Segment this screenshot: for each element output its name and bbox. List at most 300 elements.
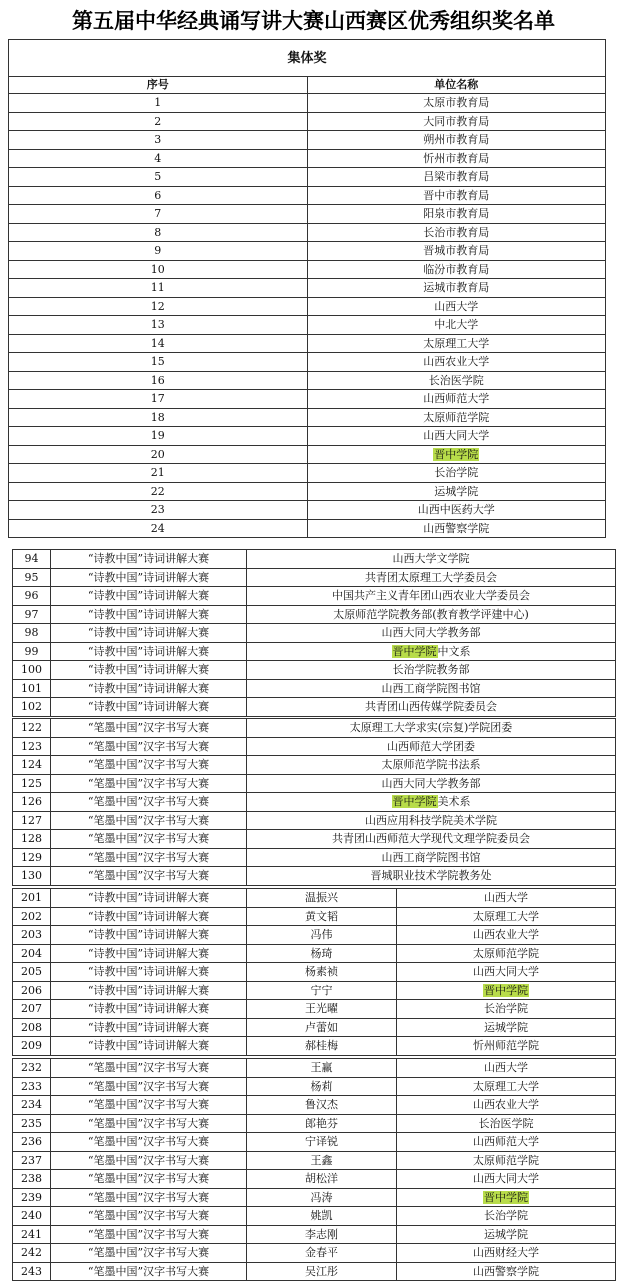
contest-type: “笔墨中国”汉字书写大赛 bbox=[51, 1059, 247, 1078]
row-number: 123 bbox=[13, 737, 51, 756]
table-row bbox=[13, 1262, 616, 1281]
table-row bbox=[13, 550, 616, 569]
row-number: 19 bbox=[9, 427, 308, 446]
unit-cell bbox=[247, 568, 616, 587]
unit-cell bbox=[307, 353, 606, 372]
unit-cell bbox=[397, 1133, 616, 1152]
unit-text: 长治学院教务部 bbox=[392, 663, 470, 676]
table-row bbox=[13, 1188, 616, 1207]
unit-cell bbox=[397, 1059, 616, 1078]
contest-type: “诗教中国”诗词讲解大赛 bbox=[51, 926, 247, 945]
unit-cell bbox=[307, 427, 606, 446]
table-row bbox=[9, 501, 606, 520]
unit-cell bbox=[397, 1188, 616, 1207]
unit-text: 山西大同大学 bbox=[473, 965, 539, 978]
contest-type: “诗教中国”诗词讲解大赛 bbox=[51, 642, 247, 661]
unit-text: 晋城职业技术学院教务处 bbox=[370, 869, 492, 882]
table-row bbox=[13, 1133, 616, 1152]
contest-type: “诗教中国”诗词讲解大赛 bbox=[51, 981, 247, 1000]
unit-cell bbox=[307, 297, 606, 316]
unit-cell bbox=[247, 719, 616, 738]
person-name: 黄文韬 bbox=[247, 907, 397, 926]
unit-cell bbox=[397, 1170, 616, 1189]
highlighted-unit: 晋中学院 bbox=[484, 1190, 528, 1204]
unit-cell bbox=[397, 1244, 616, 1263]
table-row bbox=[13, 698, 616, 717]
unit-cell bbox=[307, 168, 606, 187]
table-row bbox=[13, 963, 616, 982]
person-name: 卢蕾如 bbox=[247, 1018, 397, 1037]
contest-type: “笔墨中国”汉字书写大赛 bbox=[51, 1133, 247, 1152]
unit-cell bbox=[397, 1114, 616, 1133]
unit-cell bbox=[307, 464, 606, 483]
unit-text: 忻州师范学院 bbox=[473, 1039, 539, 1052]
table-row bbox=[9, 390, 606, 409]
contest-type: “笔墨中国”汉字书写大赛 bbox=[51, 793, 247, 812]
unit-text: 共青团太原理工大学委员会 bbox=[365, 570, 497, 584]
row-number: 203 bbox=[13, 926, 51, 945]
unit-text: 太原师范学院教务部(教育教学评建中心) bbox=[333, 607, 529, 621]
unit-cell bbox=[307, 390, 606, 409]
table-row bbox=[9, 149, 606, 168]
row-number: 126 bbox=[13, 793, 51, 812]
unit-cell bbox=[307, 205, 606, 224]
row-number: 99 bbox=[13, 642, 51, 661]
unit-cell bbox=[247, 793, 616, 812]
contest-type: “笔墨中国”汉字书写大赛 bbox=[51, 830, 247, 849]
unit-text: 中北大学 bbox=[434, 318, 479, 331]
contest-type: “诗教中国”诗词讲解大赛 bbox=[51, 1037, 247, 1056]
unit-cell bbox=[397, 1096, 616, 1115]
unit-cell bbox=[247, 605, 616, 624]
unit-text: 晋城市教育局 bbox=[423, 244, 490, 257]
table-row bbox=[13, 1096, 616, 1115]
row-number: 14 bbox=[9, 334, 308, 353]
unit-text: 太原理工大学求实(宗复)学院团委 bbox=[349, 721, 513, 734]
person-name: 金春平 bbox=[247, 1244, 397, 1263]
row-number: 129 bbox=[13, 848, 51, 867]
person-name: 杨琦 bbox=[247, 944, 397, 963]
row-number: 17 bbox=[9, 390, 308, 409]
table-row bbox=[13, 1018, 616, 1037]
table-row bbox=[9, 131, 606, 150]
table-row bbox=[13, 1000, 616, 1019]
row-number: 234 bbox=[13, 1096, 51, 1115]
unit-cell bbox=[247, 867, 616, 886]
table-row bbox=[9, 334, 606, 353]
table-row bbox=[13, 811, 616, 830]
unit-text: 山西师范大学团委 bbox=[387, 739, 475, 753]
unit-text: 吕梁市教育局 bbox=[423, 170, 490, 183]
unit-text: 山西农业大学 bbox=[473, 1098, 539, 1111]
row-number: 127 bbox=[13, 811, 51, 830]
unit-text: 共青团山西传媒学院委员会 bbox=[365, 700, 497, 713]
contest-type: “诗教中国”诗词讲解大赛 bbox=[51, 624, 247, 643]
unit-text: 山西农业大学 bbox=[473, 928, 539, 941]
unit-text: 朔州市教育局 bbox=[423, 133, 490, 146]
row-number: 209 bbox=[13, 1037, 51, 1056]
row-number: 5 bbox=[9, 168, 308, 187]
unit-text: 山西中医药大学 bbox=[417, 503, 495, 516]
contest-type: “笔墨中国”汉字书写大赛 bbox=[51, 1114, 247, 1133]
table-row bbox=[9, 371, 606, 390]
unit-cell bbox=[307, 316, 606, 335]
unit-text: 阳泉市教育局 bbox=[423, 207, 490, 220]
unit-text: 山西警察学院 bbox=[473, 1264, 539, 1278]
row-number: 243 bbox=[13, 1262, 51, 1281]
table-row bbox=[9, 223, 606, 242]
row-number: 125 bbox=[13, 774, 51, 793]
unit-text: 太原理工大学 bbox=[473, 909, 539, 923]
unit-cell bbox=[307, 334, 606, 353]
table-row bbox=[9, 186, 606, 205]
unit-cell bbox=[307, 371, 606, 390]
table-row bbox=[13, 1059, 616, 1078]
row-number: 206 bbox=[13, 981, 51, 1000]
unit-cell bbox=[397, 1037, 616, 1056]
unit-text: 山西大学 bbox=[484, 891, 528, 904]
row-number: 239 bbox=[13, 1188, 51, 1207]
table-row bbox=[13, 642, 616, 661]
table-row bbox=[9, 260, 606, 279]
person-name: 冯涛 bbox=[247, 1188, 397, 1207]
person-name: 吴江彤 bbox=[247, 1262, 397, 1281]
table-row bbox=[13, 568, 616, 587]
unit-cell bbox=[307, 482, 606, 501]
row-number: 95 bbox=[13, 568, 51, 587]
table-row bbox=[9, 94, 606, 113]
unit-cell bbox=[397, 889, 616, 908]
table-row bbox=[13, 889, 616, 908]
table-row bbox=[13, 679, 616, 698]
row-number: 20 bbox=[9, 445, 308, 464]
contest-type: “诗教中国”诗词讲解大赛 bbox=[51, 679, 247, 698]
unit-cell bbox=[247, 830, 616, 849]
contest-type: “诗教中国”诗词讲解大赛 bbox=[51, 1018, 247, 1037]
unit-text: 山西师范大学 bbox=[423, 392, 490, 405]
contest-type: “笔墨中国”汉字书写大赛 bbox=[51, 848, 247, 867]
table-row bbox=[13, 1207, 616, 1226]
unit-cell bbox=[397, 1018, 616, 1037]
unit-text: 运城学院 bbox=[434, 484, 479, 498]
contest-type: “诗教中国”诗词讲解大赛 bbox=[51, 587, 247, 606]
unit-cell bbox=[307, 501, 606, 520]
unit-cell bbox=[307, 408, 606, 427]
row-number: 201 bbox=[13, 889, 51, 908]
unit-text: 山西财经大学 bbox=[473, 1246, 539, 1259]
row-number: 130 bbox=[13, 867, 51, 886]
row-number: 235 bbox=[13, 1114, 51, 1133]
unit-text: 运城学院 bbox=[484, 1020, 528, 1034]
row-number: 240 bbox=[13, 1207, 51, 1226]
table-row bbox=[13, 737, 616, 756]
row-number: 100 bbox=[13, 661, 51, 680]
table-row bbox=[13, 1244, 616, 1263]
highlighted-unit: 晋中学院 bbox=[434, 447, 479, 461]
unit-text: 临汾市教育局 bbox=[423, 262, 490, 276]
row-number: 238 bbox=[13, 1170, 51, 1189]
table-row bbox=[9, 408, 606, 427]
row-number: 18 bbox=[9, 408, 308, 427]
table-row bbox=[9, 205, 606, 224]
table-row bbox=[9, 482, 606, 501]
row-number: 22 bbox=[9, 482, 308, 501]
row-number: 236 bbox=[13, 1133, 51, 1152]
table-row bbox=[13, 1170, 616, 1189]
unit-text: 山西工商学院图书馆 bbox=[381, 681, 481, 695]
row-number: 241 bbox=[13, 1225, 51, 1244]
unit-text: 长治学院 bbox=[484, 1002, 528, 1015]
table-row bbox=[9, 112, 606, 131]
unit-text: 中文系 bbox=[437, 644, 471, 658]
unit-text: 山西工商学院图书馆 bbox=[381, 850, 481, 864]
unit-text: 山西大同大学 bbox=[423, 429, 490, 442]
row-number: 23 bbox=[9, 501, 308, 520]
contest-type: “笔墨中国”汉字书写大赛 bbox=[51, 1151, 247, 1170]
unit-cell bbox=[397, 963, 616, 982]
row-number: 97 bbox=[13, 605, 51, 624]
unit-text: 忻州市教育局 bbox=[423, 151, 490, 165]
contest-type: “诗教中国”诗词讲解大赛 bbox=[51, 605, 247, 624]
col-unit-header: 单位名称 bbox=[307, 77, 606, 94]
table-row bbox=[9, 316, 606, 335]
unit-text: 山西大同大学教务部 bbox=[381, 626, 481, 639]
row-number: 94 bbox=[13, 550, 51, 569]
column-header-row bbox=[9, 77, 606, 94]
person-name: 冯伟 bbox=[247, 926, 397, 945]
contest-type: “诗教中国”诗词讲解大赛 bbox=[51, 550, 247, 569]
poetry-org-table bbox=[12, 549, 616, 717]
unit-cell bbox=[307, 260, 606, 279]
row-number: 233 bbox=[13, 1077, 51, 1096]
person-name: 宁宁 bbox=[247, 981, 397, 1000]
row-number: 207 bbox=[13, 1000, 51, 1019]
unit-text: 山西大学 bbox=[484, 1061, 528, 1074]
row-number: 3 bbox=[9, 131, 308, 150]
contest-type: “笔墨中国”汉字书写大赛 bbox=[51, 811, 247, 830]
row-number: 232 bbox=[13, 1059, 51, 1078]
row-number: 4 bbox=[9, 149, 308, 168]
person-name: 温振兴 bbox=[247, 889, 397, 908]
table-row bbox=[13, 944, 616, 963]
contest-type: “笔墨中国”汉字书写大赛 bbox=[51, 1188, 247, 1207]
row-number: 208 bbox=[13, 1018, 51, 1037]
row-number: 202 bbox=[13, 907, 51, 926]
unit-cell bbox=[307, 279, 606, 298]
row-number: 1 bbox=[9, 94, 308, 113]
table-row bbox=[9, 353, 606, 372]
table-row bbox=[13, 624, 616, 643]
unit-cell bbox=[307, 186, 606, 205]
person-name: 杨素祯 bbox=[247, 963, 397, 982]
contest-type: “诗教中国”诗词讲解大赛 bbox=[51, 568, 247, 587]
row-number: 16 bbox=[9, 371, 308, 390]
calligraphy-individual-table bbox=[12, 1058, 616, 1281]
unit-text: 大同市教育局 bbox=[423, 114, 490, 128]
unit-cell bbox=[307, 149, 606, 168]
unit-text: 山西大学 bbox=[434, 299, 479, 313]
row-number: 7 bbox=[9, 205, 308, 224]
contest-type: “诗教中国”诗词讲解大赛 bbox=[51, 698, 247, 717]
table-row bbox=[13, 926, 616, 945]
contest-type: “笔墨中国”汉字书写大赛 bbox=[51, 1225, 247, 1244]
row-number: 122 bbox=[13, 719, 51, 738]
contest-type: “笔墨中国”汉字书写大赛 bbox=[51, 867, 247, 886]
col-num-header: 序号 bbox=[9, 77, 308, 94]
table-row bbox=[13, 1037, 616, 1056]
unit-text: 长治市教育局 bbox=[423, 225, 490, 239]
contest-type: “诗教中国”诗词讲解大赛 bbox=[51, 1000, 247, 1019]
row-number: 2 bbox=[9, 112, 308, 131]
contest-type: “笔墨中国”汉字书写大赛 bbox=[51, 1096, 247, 1115]
row-number: 128 bbox=[13, 830, 51, 849]
unit-text: 美术系 bbox=[437, 795, 471, 808]
table-row bbox=[13, 605, 616, 624]
unit-cell bbox=[247, 679, 616, 698]
unit-cell bbox=[397, 926, 616, 945]
unit-text: 长治医学院 bbox=[428, 373, 484, 387]
highlighted-unit: 晋中学院 bbox=[484, 983, 528, 997]
table-row bbox=[9, 445, 606, 464]
person-name: 郎艳芬 bbox=[247, 1114, 397, 1133]
row-number: 205 bbox=[13, 963, 51, 982]
highlighted-unit: 晋中学院 bbox=[392, 644, 437, 658]
unit-cell bbox=[397, 1225, 616, 1244]
section-header: 集体奖 bbox=[9, 40, 606, 77]
unit-cell bbox=[397, 981, 616, 1000]
unit-cell bbox=[247, 848, 616, 867]
unit-text: 共青团山西师范大学现代文理学院委员会 bbox=[332, 832, 530, 845]
row-number: 237 bbox=[13, 1151, 51, 1170]
table-row bbox=[9, 168, 606, 187]
unit-text: 太原师范学院书法系 bbox=[381, 758, 481, 771]
unit-cell bbox=[307, 519, 606, 538]
table-row bbox=[13, 1225, 616, 1244]
contest-type: “诗教中国”诗词讲解大赛 bbox=[51, 944, 247, 963]
table-header-row bbox=[9, 40, 606, 77]
row-number: 11 bbox=[9, 279, 308, 298]
table-row bbox=[9, 427, 606, 446]
row-number: 8 bbox=[9, 223, 308, 242]
unit-cell bbox=[307, 242, 606, 261]
unit-cell bbox=[247, 550, 616, 569]
unit-cell bbox=[247, 774, 616, 793]
contest-type: “笔墨中国”汉字书写大赛 bbox=[51, 1262, 247, 1281]
contest-type: “诗教中国”诗词讲解大赛 bbox=[51, 907, 247, 926]
person-name: 宁译锐 bbox=[247, 1133, 397, 1152]
unit-cell bbox=[307, 223, 606, 242]
unit-cell bbox=[307, 131, 606, 150]
unit-text: 山西农业大学 bbox=[423, 355, 490, 368]
person-name: 王鑫 bbox=[247, 1151, 397, 1170]
unit-text: 长治学院 bbox=[484, 1209, 528, 1222]
person-name: 李志刚 bbox=[247, 1225, 397, 1244]
row-number: 102 bbox=[13, 698, 51, 717]
contest-type: “笔墨中国”汉字书写大赛 bbox=[51, 756, 247, 775]
table-row bbox=[13, 719, 616, 738]
table-row bbox=[9, 279, 606, 298]
row-number: 13 bbox=[9, 316, 308, 335]
row-number: 124 bbox=[13, 756, 51, 775]
contest-type: “笔墨中国”汉字书写大赛 bbox=[51, 1207, 247, 1226]
unit-text: 中国共产主义青年团山西农业大学委员会 bbox=[332, 589, 530, 602]
unit-cell bbox=[247, 698, 616, 717]
row-number: 242 bbox=[13, 1244, 51, 1263]
unit-text: 山西警察学院 bbox=[423, 521, 490, 535]
unit-text: 山西师范大学 bbox=[473, 1135, 539, 1148]
unit-text: 太原理工大学 bbox=[423, 336, 490, 350]
unit-cell bbox=[397, 1207, 616, 1226]
person-name: 姚凯 bbox=[247, 1207, 397, 1226]
collective-award-table bbox=[8, 39, 606, 538]
table-row bbox=[13, 1151, 616, 1170]
unit-cell bbox=[307, 112, 606, 131]
contest-type: “诗教中国”诗词讲解大赛 bbox=[51, 889, 247, 908]
contest-type: “笔墨中国”汉字书写大赛 bbox=[51, 1244, 247, 1263]
row-number: 9 bbox=[9, 242, 308, 261]
table-row bbox=[13, 830, 616, 849]
unit-cell bbox=[307, 445, 606, 464]
unit-text: 太原师范学院 bbox=[473, 1153, 539, 1167]
contest-type: “诗教中国”诗词讲解大赛 bbox=[51, 963, 247, 982]
unit-text: 长治医学院 bbox=[478, 1116, 534, 1130]
row-number: 101 bbox=[13, 679, 51, 698]
unit-cell bbox=[247, 587, 616, 606]
row-number: 96 bbox=[13, 587, 51, 606]
unit-text: 运城市教育局 bbox=[423, 281, 490, 294]
calligraphy-org-table bbox=[12, 718, 616, 886]
table-row bbox=[13, 661, 616, 680]
unit-cell bbox=[247, 811, 616, 830]
contest-type: “笔墨中国”汉字书写大赛 bbox=[51, 1077, 247, 1096]
table-row bbox=[13, 1077, 616, 1096]
person-name: 鲁汉杰 bbox=[247, 1096, 397, 1115]
row-number: 6 bbox=[9, 186, 308, 205]
table-row bbox=[13, 867, 616, 886]
highlighted-unit: 晋中学院 bbox=[392, 795, 437, 808]
table-row bbox=[13, 774, 616, 793]
unit-cell bbox=[307, 94, 606, 113]
unit-cell bbox=[397, 907, 616, 926]
unit-text: 太原师范学院 bbox=[423, 410, 490, 424]
contest-type: “笔墨中国”汉字书写大赛 bbox=[51, 774, 247, 793]
table-row bbox=[9, 464, 606, 483]
unit-cell bbox=[397, 944, 616, 963]
unit-text: 长治学院 bbox=[434, 466, 479, 479]
contest-type: “诗教中国”诗词讲解大赛 bbox=[51, 661, 247, 680]
unit-text: 山西应用科技学院美术学院 bbox=[365, 813, 497, 827]
unit-cell bbox=[247, 624, 616, 643]
unit-cell bbox=[247, 756, 616, 775]
person-name: 胡松洋 bbox=[247, 1170, 397, 1189]
unit-text: 山西大同大学 bbox=[473, 1172, 539, 1185]
row-number: 204 bbox=[13, 944, 51, 963]
table-row bbox=[13, 848, 616, 867]
row-number: 12 bbox=[9, 297, 308, 316]
page-title: 第五届中华经典诵写讲大赛山西赛区优秀组织奖名单 bbox=[72, 8, 555, 33]
poetry-individual-table bbox=[12, 888, 616, 1056]
unit-text: 太原理工大学 bbox=[473, 1079, 539, 1093]
unit-cell bbox=[397, 1151, 616, 1170]
table-row bbox=[9, 297, 606, 316]
table-row bbox=[9, 242, 606, 261]
unit-text: 运城学院 bbox=[484, 1227, 528, 1241]
table-row bbox=[13, 981, 616, 1000]
unit-text: 晋中市教育局 bbox=[423, 188, 490, 202]
person-name: 王光曜 bbox=[247, 1000, 397, 1019]
unit-cell bbox=[397, 1262, 616, 1281]
unit-text: 太原市教育局 bbox=[423, 96, 490, 109]
